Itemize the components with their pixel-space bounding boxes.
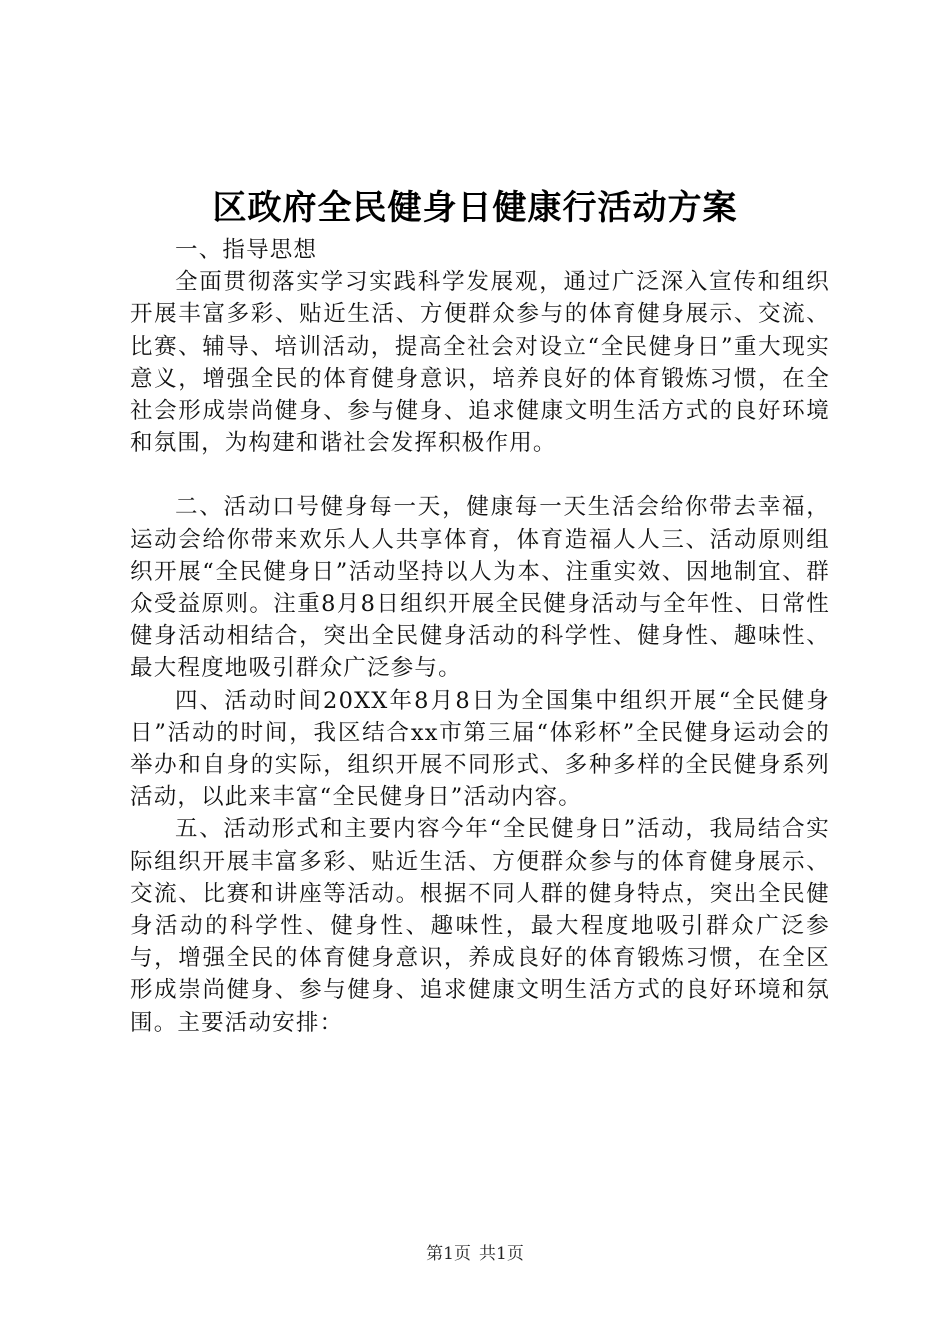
paragraph-activity-time: 四、活动时间20XX年8月8日为全国集中组织开展“全民健身日”活动的时间，我区结合xx市第三届“体彩杯”全民健身运动会的举办和自身的实际，组织开展不同形式、多种多样的全民健身系列活动，以此来丰富“全民健身日”活动内容。 [130, 687, 830, 811]
paragraph-activity-content: 五、活动形式和主要内容今年“全民健身日”活动，我局结合实际组织开展丰富多彩、贴近生活、方便群众参与的体育健身展示、交流、比赛和讲座等活动。根据不同人群的健身特点，突出全民健身活动的科学性、健身性、趣味性，最大程度地吸引群众广泛参与，增强全民的体育健身意识，养成良好的体育锻炼习惯，在全区形成崇尚健身、参与健身、追求健康文明生活方式的良好环境和氛围。主要活动安排： [130, 816, 830, 1036]
page-total: 共1页 [479, 1244, 524, 1264]
document-body [130, 234, 830, 1039]
page-number: 第1页 [426, 1244, 471, 1264]
page-footer [0, 1243, 950, 1265]
section-heading-guiding-ideology: 一、指导思想 [175, 237, 318, 263]
document-title: 区政府全民健身日健康行活动方案 [212, 188, 738, 228]
paragraph-slogan-principles: 二、活动口号健身每一天，健康每一天生活会给你带去幸福，运动会给你带来欢乐人人共享体育，体育造福人人三、活动原则组织开展“全民健身日”活动坚持以人为本、注重实效、因地制宜、群众受益原则。注重8月8日组织开展全民健身活动与全年性、日常性健身活动相结合，突出全民健身活动的科学性、健身性、趣味性、最大程度地吸引群众广泛参与。 [130, 494, 830, 682]
paragraph-guiding-ideology: 全面贯彻落实学习实践科学发展观，通过广泛深入宣传和组织开展丰富多彩、贴近生活、方便群众参与的体育健身展示、交流、比赛、辅导、培训活动，提高全社会对设立“全民健身日”重大现实意义，增强全民的体育健身意识，培养良好的体育锻炼习惯，在全社会形成崇尚健身、参与健身、追求健康文明生活方式的良好环境和氛围，为构建和谐社会发挥积极作用。 [130, 269, 830, 457]
